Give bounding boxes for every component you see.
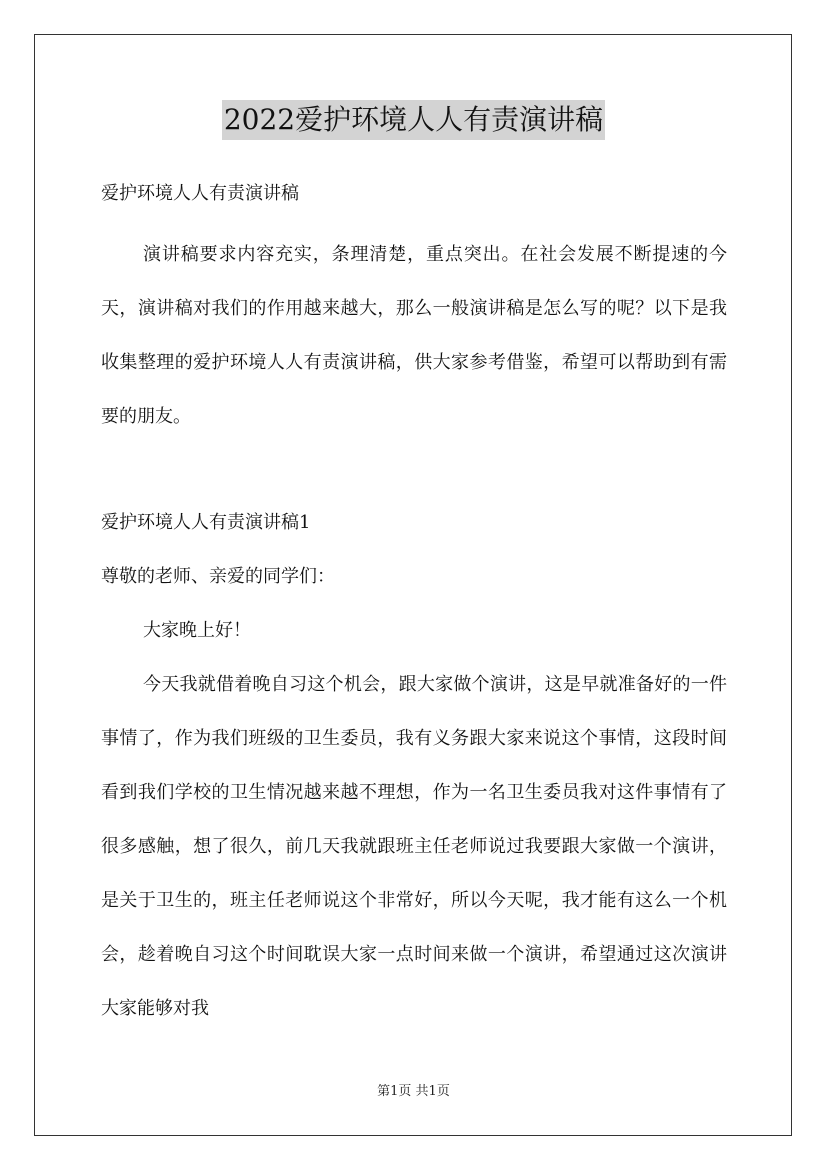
page-footer: 第1页 共1页 xyxy=(377,1084,450,1099)
intro-paragraph: 演讲稿要求内容充实，条理清楚，重点突出。在社会发展不断提速的今天，演讲稿对我们的作用越来越大，那么一般演讲稿是怎么写的呢？以下是我收集整理的爱护环境人人有责演讲稿，供大家参考借鉴，希望可以帮助到有需要的朋友。 xyxy=(101,244,727,427)
section-heading: 爱护环境人人有责演讲稿1 xyxy=(101,512,311,533)
document-subtitle: 爱护环境人人有责演讲稿 xyxy=(101,183,299,204)
document-title: 2022爱护环境人人有责演讲稿 xyxy=(222,100,605,140)
greeting: 大家晚上好！ xyxy=(143,620,251,641)
salutation: 尊敬的老师、亲爱的同学们： xyxy=(101,566,335,587)
title-container xyxy=(0,100,827,140)
document-body xyxy=(101,174,727,1036)
body-paragraph: 今天我就借着晚自习这个机会，跟大家做个演讲，这是早就准备好的一件事情了，作为我们班级的卫生委员，我有义务跟大家来说这个事情，这段时间看到我们学校的卫生情况越来越不理想，作为一名卫生委员我对这件事情有了很多感触，想了很久，前几天我就跟班主任老师说过我要跟大家做一个演讲，是关于卫生的，班主任老师说这个非常好，所以今天呢，我才能有这么一个机会，趁着晚自习这个时间耽误大家一点时间来做一个演讲，希望通过这次演讲大家能够对我 xyxy=(101,674,727,1019)
